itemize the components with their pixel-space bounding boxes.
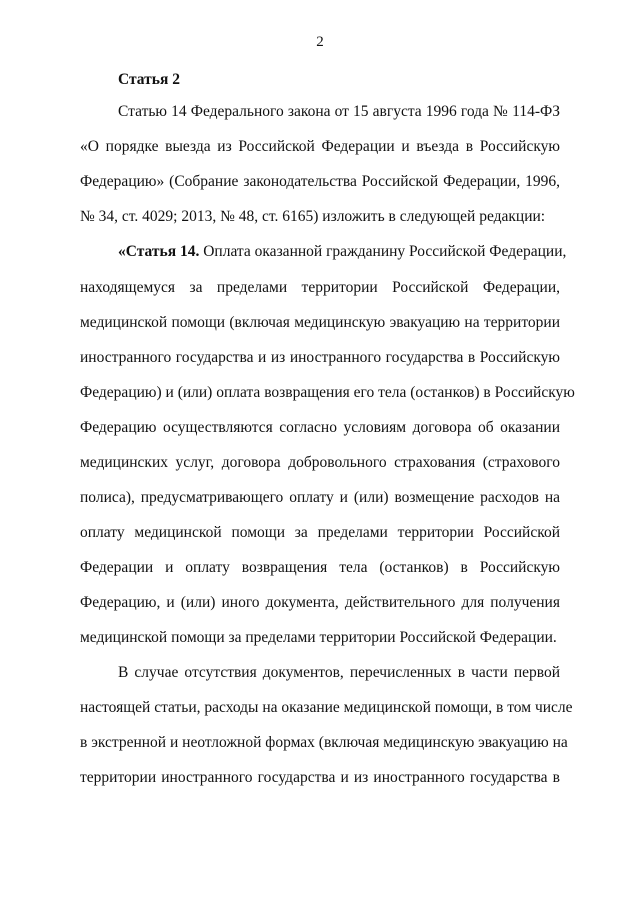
paragraph2-line-2: находящемуся за пределами территории Российской Федерации,	[80, 279, 560, 296]
paragraph2-line-1	[118, 242, 567, 262]
paragraph2-line-6: Федерацию осуществляются согласно условиям договора об оказании	[80, 419, 560, 436]
paragraph2-line-3: медицинской помощи (включая медицинскую эвакуацию на территории	[80, 314, 560, 331]
paragraph2-line-11: Федерацию, и (или) иного документа, действительного для получения	[80, 594, 560, 611]
paragraph2-line-1-text: Оплата оказанной гражданину Российской Федерации,	[199, 243, 567, 260]
paragraph2-line-10: Федерации и оплату возвращения тела (останков) в Российскую	[80, 559, 560, 576]
paragraph2-line-8: полиса), предусматривающего оплату и (или) возмещение расходов на	[80, 489, 560, 506]
paragraph1-line-3: Федерацию» (Собрание законодательства Российской Федерации, 1996,	[80, 173, 560, 190]
paragraph3-line-2: настоящей статьи, расходы на оказание медицинской помощи, в том числе	[80, 699, 573, 716]
paragraph2-line-5: Федерацию) и (или) оплата возвращения его тела (останков) в Российскую	[80, 384, 575, 401]
paragraph1-line-2: «О порядке выезда из Российской Федерации и въезда в Российскую	[80, 138, 560, 155]
paragraph1-line-1: Статью 14 Федерального закона от 15 августа 1996 года № 114-ФЗ	[118, 103, 560, 120]
paragraph3-line-4: территории иностранного государства и из иностранного государства в	[80, 769, 560, 786]
paragraph3-line-1: В случае отсутствия документов, перечисленных в части первой	[118, 664, 560, 681]
article-14-label: «Статья 14.	[118, 243, 200, 260]
paragraph1-line-4: № 34, ст. 4029; 2013, № 48, ст. 6165) изложить в следующей редакции:	[80, 208, 546, 225]
article-heading: Статья 2	[118, 71, 180, 88]
page-number: 2	[316, 34, 324, 50]
paragraph2-line-7: медицинских услуг, договора добровольного страхования (страхового	[80, 454, 560, 471]
paragraph2-line-9: оплату медицинской помощи за пределами территории Российской	[80, 524, 560, 541]
paragraph3-line-3: в экстренной и неотложной формах (включая медицинскую эвакуацию на	[80, 734, 568, 751]
paragraph2-line-12: медицинской помощи за пределами территории Российской Федерации.	[80, 629, 557, 646]
paragraph2-line-4: иностранного государства и из иностранного государства в Российскую	[80, 349, 560, 366]
